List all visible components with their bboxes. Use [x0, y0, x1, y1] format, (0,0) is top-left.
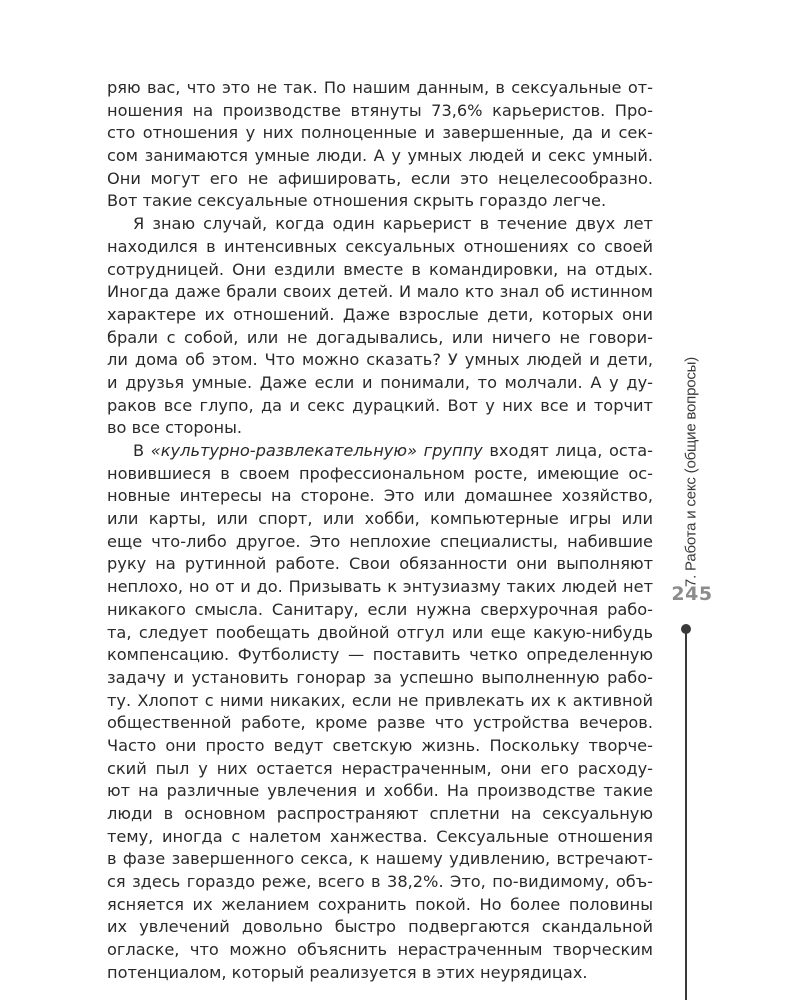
text-line: неплохо, но от и до. Призывать к энтузиазму таких людей нет: [107, 577, 653, 597]
text-line: потенциалом, который реализуется в этих неурядицах.: [107, 962, 588, 982]
text-line: их увлечений довольно быстро подвергаются скандальной: [107, 917, 653, 937]
text-line: ношения на производстве втянуты 73,6% карьеристов. Про-: [107, 100, 653, 120]
text-line: во все стороны.: [107, 418, 243, 438]
text-line: сом занимаются умные люди. А у умных людей и секс умный.: [107, 146, 653, 166]
text-line: и друзья умные. Даже если и понимали, то молчали. А у ду-: [107, 372, 653, 392]
margin-rule-line: [685, 630, 687, 1000]
text-line: находился в интенсивных сексуальных отношениях со своей: [107, 236, 653, 256]
text-line: ряю вас, что это не так. По нашим данным, в сексуальные от-: [107, 78, 653, 97]
text-line: никакого смысла. Санитару, если нужна сверхурочная рабо-: [107, 599, 653, 619]
text-line: брали с собой, или не догадывались, или ничего не говори-: [107, 327, 653, 347]
chapter-running-header: 7. Работа и секс (общие вопросы): [682, 356, 700, 588]
para3-lead: В: [133, 441, 151, 460]
text-line: или карты, или спорт, или хобби, компьютерные игры или: [107, 509, 653, 529]
page-number: 245: [671, 583, 713, 605]
text-line: Они могут его не афишировать, если это нецелесообразно.: [107, 168, 653, 188]
text-line: ют на различные увлечения и хобби. На производстве такие: [107, 781, 653, 801]
text-line: ский пыл у них остается нерастраченным, они его расходу-: [107, 758, 653, 778]
text-line: раков все глупо, да и секс дурацкий. Вот у них все и торчит: [107, 395, 653, 415]
text-line: характере их отношений. Даже взрослые дети, которых они: [107, 304, 653, 324]
italic-group-name: «культурно-развлекательную» группу: [150, 441, 483, 460]
text-line: в фазе завершенного секса, к нашему удивлению, встречают-: [107, 849, 653, 869]
text-line: Вот такие сексуальные отношения скрыть гораздо легче.: [107, 191, 607, 211]
text-line: Я знаю случай, когда один карьерист в течение двух лет: [133, 214, 653, 234]
text-line: ся здесь гораздо реже, всего в 38,2%. Это, по-видимому, объ-: [107, 872, 653, 892]
text-line: Часто они просто ведут светскую жизнь. Поскольку творче-: [107, 735, 653, 755]
text-line: еще что-либо другое. Это неплохие специалисты, набившие: [107, 531, 653, 551]
text-line: руку на рутинной работе. Свои обязанности они выполняют: [107, 554, 653, 574]
text-line: новные интересы на стороне. Это или домашнее хозяйство,: [107, 486, 653, 506]
text-line: сотрудницей. Они ездили вместе в командировки, на отдых.: [107, 259, 653, 279]
text-line: компенсацию. Футболисту — поставить четко определенную: [107, 645, 653, 665]
para3-rest: входят лица, оста-: [482, 441, 653, 460]
text-line: та, следует пообещать двойной отгул или еще какую-нибудь: [107, 622, 653, 642]
text-line: [107, 440, 653, 463]
text-line: ту. Хлопот с ними никаких, если не привлекать их к активной: [107, 690, 653, 710]
text-line: ясняется их желанием сохранить покой. Но более половины: [107, 894, 653, 914]
text-line: новившиеся в своем профессиональном росте, имеющие ос-: [107, 463, 653, 483]
text-line: ли дома об этом. Что можно сказать? У умных людей и дети,: [107, 350, 653, 370]
text-line: Иногда даже брали своих детей. И мало кто знал об истинном: [107, 282, 653, 302]
text-line: сто отношения у них полноценные и завершенные, да и сек-: [107, 123, 653, 143]
text-line: общественной работе, кроме разве что устройства вечеров.: [107, 713, 653, 733]
body-text: [107, 77, 653, 985]
text-line: тему, иногда с налетом ханжества. Сексуальные отношения: [107, 826, 653, 846]
text-line: задачу и установить гонорар за успешно выполненную рабо-: [107, 667, 653, 687]
text-line: люди в основном распространяют сплетни на сексуальную: [107, 804, 653, 823]
text-line: огласке, что можно объяснить нерастраченным творческим: [107, 940, 653, 960]
